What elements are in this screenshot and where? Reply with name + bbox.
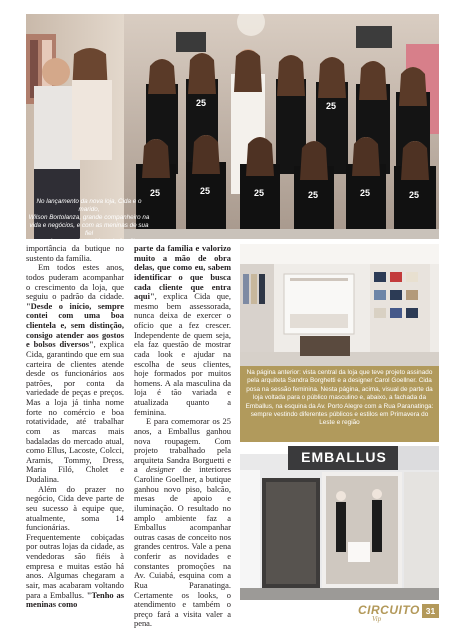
svg-text:25: 25 [196,98,207,108]
page-number: 31 [422,604,439,618]
caption-line: equipe, a qual considera da família [40,238,138,245]
paragraph: Em todos estes anos, todos puderam acompanhar o crescimento da loja, que seguiu o padrão da cidade. "Desde o início, sempre contei com uma boa clientela e, sem distinção, consigo atender aos gostos e bolsos diversos", explica Cida, garantindo que em sua carteira de clientes atende desde os funcionários aos patrões, por conta da variedade de peças e preços. Mas a loja já tinha nome forte no comércio e boa rotatividade, até trabalhar com as marcas mais badaladas do mercado atual, como Ellus, Lacoste, Colcci, Aramis, Tommy, Dress, Maria Filó, Cholet e Dudalina. [26,262,124,484]
paragraph: E para comemorar os 25 anos, a Emballus ganhou nova roupagem. Com projeto trabalhado pela arquiteta Sandra Borguetti e a designer de interiores Caroline Goellner, a butique ganhou novo piso, balcão, mesas de apoio e iluminação. O resultado no amplo ambiente faz a Emballus acompanhar outras casas de conceito nos grandes centros. Vale a pena conferir as novidades e constantes promoções na Av. Cuiabá, esquina com a Rua Paranatinga. Certamente os looks, o atendimento e também o preço fará a visita valer a pena. [134,416,232,629]
storefront-photo [240,442,439,600]
store-interior-photo [240,244,439,370]
svg-text:25: 25 [409,190,420,200]
caption-line: vida e negócios, e com as meninas de sua fiel [29,222,149,237]
svg-text:25: 25 [254,188,265,198]
magazine-logo: CIRCUITO [358,603,420,617]
svg-text:25: 25 [150,188,161,198]
caption-line: Wilson Bortolanza, grande companheiro na [28,214,150,221]
caption-line: No lançamento da nova loja, Cida e o marido, [36,198,142,213]
quote: "Desde o início, sempre contei com uma boa clientela e, sem distinção, consigo atender aos gostos e bolsos diversos" [26,300,124,350]
team-photo-caption [26,198,152,246]
article-column-2 [134,244,231,629]
quote: "Tenho as meninas como [26,589,124,610]
store-photo-caption: Na página anterior: vista central da loja que teve projeto assinado pela arquiteta Sandra Borghetti e a designer Carol Goellner. Cida posa na sessão feminina. Nesta página, acima, visual de parte da loja voltada para o público masculino e, abaixo, a fachada da Emballus, na esquina da Av. Porto Alegre com a Rua Paranatinga: sempre vestindo diferentes públicos e estilos em Primavera do Leste e região [240,366,439,442]
article-column-1 [26,244,124,610]
paragraph: Além do prazer no negócio, Cida deve parte de seu sucesso à equipe que, atualmente, soma 14 funcionárias. Frequentemente cobiçadas por outras lojas da cidade, as vendedoras são fiéis à empresa e muitas estão há anos. Algumas chegaram a sair, mas acabaram voltando para a Emballus. "Tenho as meninas como [26,483,124,610]
svg-text:25: 25 [200,186,211,196]
svg-text:25: 25 [308,190,319,200]
paragraph: importância da butique no sustento da família. [26,243,124,263]
svg-text:25: 25 [326,101,337,111]
magazine-logo-sub: Vip [372,615,382,623]
storefront-sign: EMBALLUS [301,449,387,465]
svg-text:25: 25 [360,188,371,198]
quote: parte da família e valorizo muito a mão de obra delas, que como eu, sabem identificar o que busca cada cliente que entra aqui" [134,243,231,302]
paragraph: parte da família e valorizo muito a mão de obra delas, que como eu, sabem identificar o que busca cada cliente que entra aqui", explica Cida que, mesmo bem assessorada, nunca deixa de exercer o ofício que a fez crescer. Independente de quem seja, ela faz questão de mostrar cada look e ajudar na escolha de seus clientes, hoje formados por muitos homens. A ala masculina da loja é tão variada e atualizada quanto a feminina. [134,243,231,417]
